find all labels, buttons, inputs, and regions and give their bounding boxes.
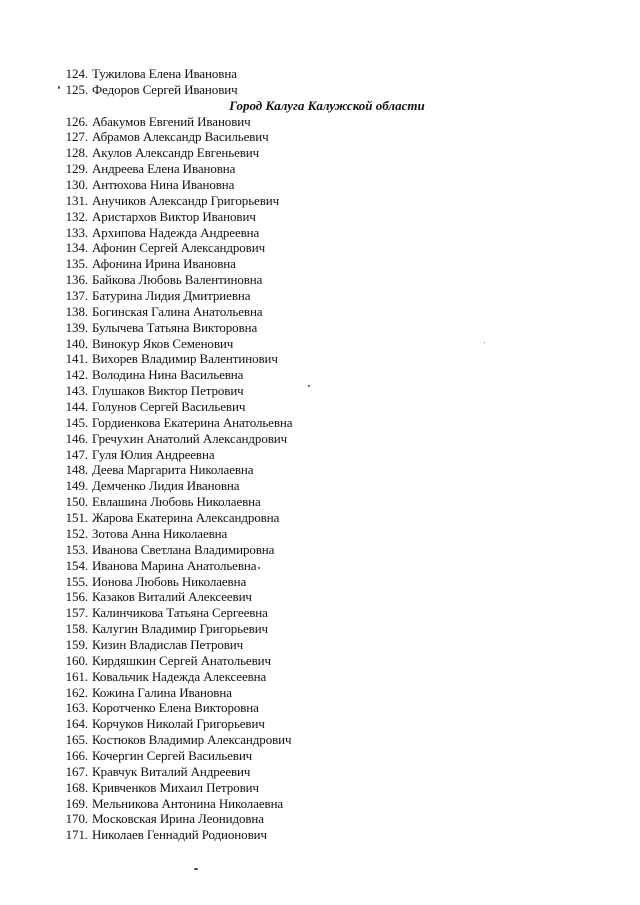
item-number: 163. [65, 700, 88, 716]
list-item [60, 589, 580, 605]
person-name: Голунов Сергей Васильевич [92, 399, 246, 415]
person-name: Аристархов Виктор Иванович [92, 208, 256, 224]
list-item [60, 669, 580, 685]
item-number: 170. [65, 811, 88, 827]
item-number: 135. [65, 256, 88, 272]
item-number: 148. [65, 462, 88, 478]
list-item [60, 462, 580, 478]
list-item [60, 256, 580, 272]
person-name: Костюков Владимир Александрович [92, 732, 292, 748]
list-item [60, 304, 580, 320]
person-name: Кривченков Михаил Петрович [92, 779, 259, 795]
item-number: 154. [65, 557, 88, 573]
scan-speck [308, 385, 310, 387]
item-number: 159. [65, 636, 88, 652]
list-item [60, 558, 580, 574]
item-number: 129. [65, 161, 88, 177]
person-name: Гуля Юлия Андреевна [92, 446, 215, 462]
item-number: 134. [65, 240, 88, 256]
item-number: 128. [65, 145, 88, 161]
item-number: 125. [65, 81, 88, 97]
item-number: 149. [65, 478, 88, 494]
list-item [60, 621, 580, 637]
list-item [60, 542, 580, 558]
list-item [60, 129, 580, 145]
item-number: 141. [65, 351, 88, 367]
item-number: 127. [65, 129, 88, 145]
person-name: Деева Маргарита Николаевна [92, 462, 254, 478]
person-name: Акулов Александр Евгеньевич [92, 145, 260, 161]
item-number: 156. [65, 589, 88, 605]
list-item [60, 700, 580, 716]
item-number: 136. [65, 272, 88, 288]
person-name: Афонин Сергей Александрович [92, 240, 266, 256]
list-item [60, 526, 580, 542]
item-number: 140. [65, 335, 88, 351]
person-name: Гордиенкова Екатерина Анатольевна [92, 414, 293, 430]
person-name: Демченко Лидия Ивановна [92, 478, 240, 494]
list-item [60, 637, 580, 653]
list-item [60, 225, 580, 241]
list-item [60, 336, 580, 352]
item-number: 166. [65, 747, 88, 763]
person-name: Абрамов Александр Васильевич [92, 129, 269, 145]
person-name: Гречухин Анатолий Александрович [92, 430, 288, 446]
item-number: 144. [65, 399, 88, 415]
list-item [60, 732, 580, 748]
list-item [60, 478, 580, 494]
person-name: Андреева Елена Ивановна [92, 161, 236, 177]
person-name: Калугин Владимир Григорьевич [92, 621, 268, 637]
list-item [60, 415, 580, 431]
person-name: Московская Ирина Леонидовна [92, 811, 264, 827]
person-name: Богинская Галина Анатольевна [92, 303, 263, 319]
scan-speck [58, 86, 60, 89]
person-name: Жарова Екатерина Александровна [92, 510, 280, 526]
person-name: Калинчикова Татьяна Сергеевна [92, 605, 268, 621]
list-item [60, 748, 580, 764]
name-list [60, 66, 580, 843]
person-name: Анучиков Александр Григорьевич [92, 192, 280, 208]
item-number: 153. [65, 541, 88, 557]
person-name: Николаев Геннадий Родионович [92, 827, 267, 843]
item-number: 151. [65, 510, 88, 526]
item-number: 126. [65, 113, 88, 129]
item-number: 133. [65, 224, 88, 240]
person-name: Мельникова Антонина Николаевна [92, 795, 284, 811]
list-item [60, 272, 580, 288]
section-heading: Город Калуга Калужской области [229, 97, 425, 113]
person-name: Антюхова Нина Ивановна [92, 177, 235, 193]
person-name: Корчуков Николай Григорьевич [92, 716, 265, 732]
item-number: 169. [65, 795, 88, 811]
item-number: 161. [65, 668, 88, 684]
item-number: 168. [65, 779, 88, 795]
list-item [60, 367, 580, 383]
item-number: 160. [65, 652, 88, 668]
item-number: 145. [65, 414, 88, 430]
item-number: 146. [65, 430, 88, 446]
list-item [60, 811, 580, 827]
list-item [60, 383, 580, 399]
person-name: Кочергин Сергей Васильевич [92, 747, 253, 763]
list-item [60, 494, 580, 510]
item-number: 143. [65, 383, 88, 399]
item-number: 157. [65, 605, 88, 621]
item-number: 164. [65, 716, 88, 732]
list-item [60, 780, 580, 796]
person-name: Винокур Яков Семенович [92, 335, 234, 351]
person-name: Батурина Лидия Дмитриевна [92, 288, 251, 304]
item-number: 171. [65, 827, 88, 843]
person-name: Тужилова Елена Ивановна [92, 66, 237, 81]
item-number: 142. [65, 367, 88, 383]
person-name: Ковальчик Надежда Алексеевна [92, 668, 267, 684]
person-name: Иванова Светлана Владимировна [92, 541, 275, 557]
list-item [60, 796, 580, 812]
list-item [60, 177, 580, 193]
person-name: Кожина Галина Ивановна [92, 684, 232, 700]
list-item [60, 209, 580, 225]
list-item [60, 114, 580, 130]
scan-speck [484, 342, 485, 343]
list-item [60, 288, 580, 304]
item-number: 132. [65, 208, 88, 224]
person-name: Байкова Любовь Валентиновна [92, 272, 263, 288]
item-number: 158. [65, 621, 88, 637]
person-name: Иванова Марина Анатольевна [92, 557, 257, 573]
list-item [60, 510, 580, 526]
person-name: Афонина Ирина Ивановна [92, 256, 236, 272]
list-item [60, 320, 580, 336]
list-item [60, 193, 580, 209]
item-number: 130. [65, 177, 88, 193]
list-item [60, 145, 580, 161]
list-item [60, 653, 580, 669]
person-name: Евлашина Любовь Николаевна [92, 494, 261, 510]
item-number: 131. [65, 192, 88, 208]
person-name: Ионова Любовь Николаевна [92, 573, 247, 589]
list-item [60, 351, 580, 367]
person-name: Кравчук Виталий Андреевич [92, 763, 251, 779]
list-item [60, 399, 580, 415]
item-number: 155. [65, 573, 88, 589]
list-item [60, 240, 580, 256]
person-name: Вихорев Владимир Валентинович [92, 351, 278, 367]
list-item [60, 447, 580, 463]
person-name: Казаков Виталий Алексеевич [92, 589, 252, 605]
item-number: 165. [65, 732, 88, 748]
person-name: Абакумов Евгений Иванович [92, 113, 251, 129]
list-item [60, 431, 580, 447]
item-number: 150. [65, 494, 88, 510]
scan-speck [258, 567, 260, 569]
person-name: Кирдяшкин Сергей Анатольевич [92, 652, 271, 668]
scan-speck [194, 868, 198, 870]
list-item [60, 764, 580, 780]
list-item [60, 605, 580, 621]
list-item [60, 827, 580, 843]
person-name: Булычева Татьяна Викторовна [92, 319, 258, 335]
item-number: 124. [65, 66, 88, 81]
item-number: 162. [65, 684, 88, 700]
person-name: Зотова Анна Николаевна [92, 525, 228, 541]
item-number: 139. [65, 319, 88, 335]
item-number: 137. [65, 288, 88, 304]
person-name: Федоров Сергей Иванович [92, 81, 238, 97]
item-number: 167. [65, 763, 88, 779]
person-name: Володина Нина Васильевна [92, 367, 244, 383]
list-item [60, 66, 580, 82]
person-name: Коротченко Елена Викторовна [92, 700, 259, 716]
list-item [60, 574, 580, 590]
list-item [60, 82, 580, 98]
list-item [60, 685, 580, 701]
item-number: 147. [65, 446, 88, 462]
item-number: 152. [65, 525, 88, 541]
person-name: Архипова Надежда Андреевна [92, 224, 260, 240]
list-item [60, 716, 580, 732]
item-number: 138. [65, 303, 88, 319]
person-name: Глушаков Виктор Петрович [92, 383, 244, 399]
list-item [60, 161, 580, 177]
person-name: Кизин Владислав Петрович [92, 636, 244, 652]
